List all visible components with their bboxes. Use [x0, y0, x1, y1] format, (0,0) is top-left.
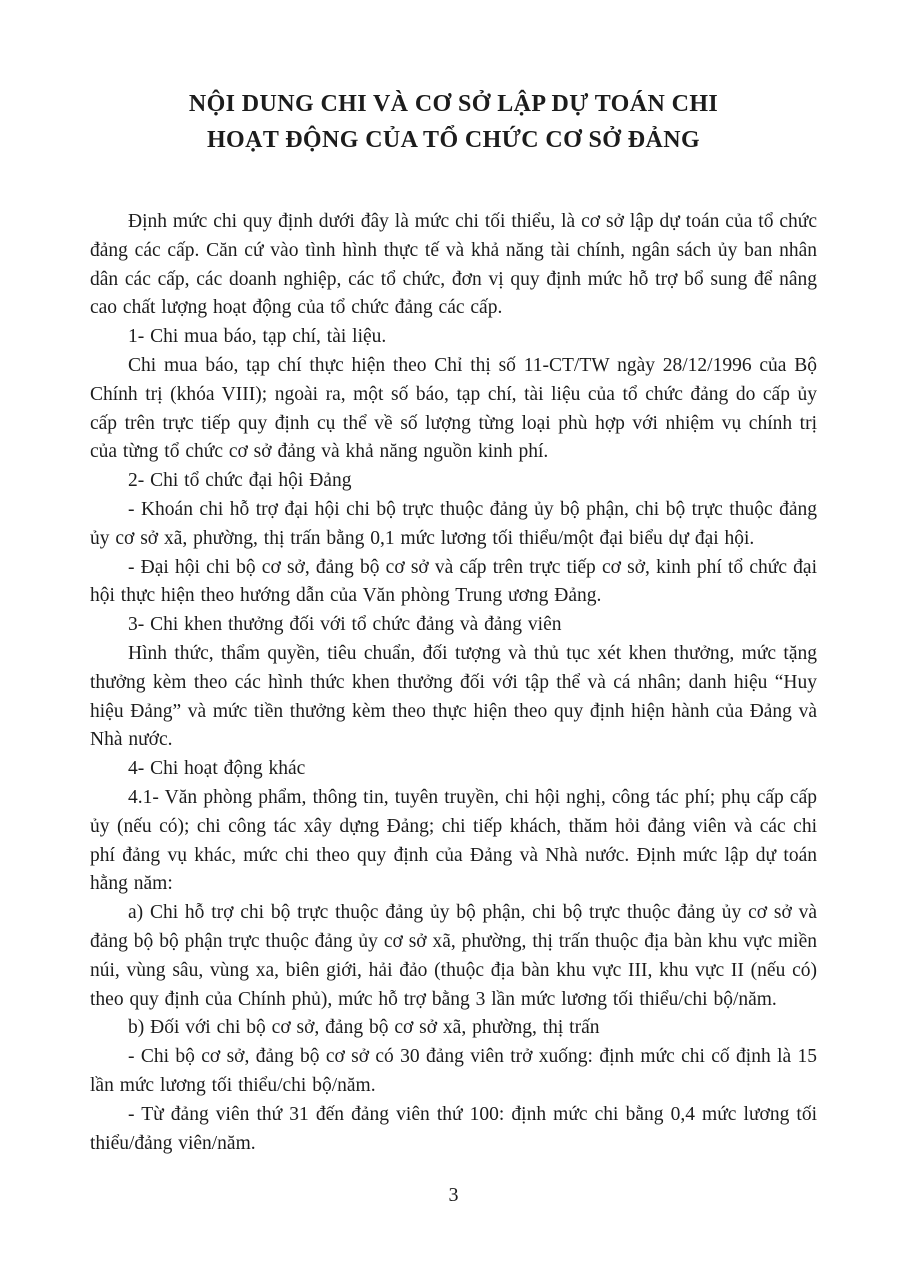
paragraph-item-4-1: 4.1- Văn phòng phẩm, thông tin, tuyên truyền, chi hội nghị, công tác phí; phụ cấp cấp ủy (nếu có); chi công tác xây dựng Đảng; chi tiếp khách, thăm hỏi đảng viên và các chi phí đảng vụ khác, mức chi theo quy định của Đảng và Nhà nước. Định mức lập dự toán hằng năm: [90, 786, 817, 895]
document-body [90, 208, 817, 1158]
paragraph-item-4-1-a: a) Chi hỗ trợ chi bộ trực thuộc đảng ủy bộ phận, chi bộ trực thuộc đảng ủy cơ sở và đảng bộ bộ phận trực thuộc đảng ủy cơ sở xã, phường, thị trấn thuộc địa bàn khu vực miền núi, vùng sâu, vùng xa, biên giới, hải đảo (thuộc địa bàn khu vực III, khu vực II (nếu có) theo quy định của Chính phủ), mức hỗ trợ bằng 3 lần mức lương tối thiểu/chi bộ/năm. [90, 902, 817, 1010]
paragraph-item-2-dash-2: - Đại hội chi bộ cơ sở, đảng bộ cơ sở và cấp trên trực tiếp cơ sở, kinh phí tổ chức đại hội thực hiện theo hướng dẫn của Văn phòng Trung ương Đảng. [90, 556, 817, 607]
paragraph-item-4-1-b: b) Đối với chi bộ cơ sở, đảng bộ cơ sở xã, phường, thị trấn [128, 1017, 600, 1039]
paragraph-item-4: 4- Chi hoạt động khác [128, 758, 306, 780]
paragraph-intro: Định mức chi quy định dưới đây là mức chi tối thiểu, là cơ sở lập dự toán của tổ chức đảng các cấp. Căn cứ vào tình hình thực tế và khả năng tài chính, ngân sách ủy ban nhân dân các cấp, các doanh nghiệp, các tổ chức, đơn vị quy định mức hỗ trợ bổ sung để nâng cao chất lượng hoạt động của tổ chức đảng các cấp. [90, 211, 817, 319]
paragraph-item-3: 3- Chi khen thưởng đối với tổ chức đảng và đảng viên [128, 614, 562, 636]
page-number: 3 [448, 1184, 459, 1207]
paragraph-item-2-dash-1: - Khoán chi hỗ trợ đại hội chi bộ trực thuộc đảng ủy bộ phận, chi bộ trực thuộc đảng ủy cơ sở xã, phường, thị trấn bằng 0,1 mức lương tối thiểu/một đại biểu dự đại hội. [90, 498, 817, 549]
document-title [90, 86, 817, 158]
paragraph-item-1-detail: Chi mua báo, tạp chí thực hiện theo Chỉ thị số 11-CT/TW ngày 28/12/1996 của Bộ Chính trị (khóa VIII); ngoài ra, một số báo, tạp chí, tài liệu của tổ chức đảng do cấp ủy cấp trên trực tiếp quy định cụ thể về số lượng từng loại phù hợp với nhiệm vụ chính trị của từng tổ chức cơ sở đảng và khả năng nguồn kinh phí. [90, 354, 817, 463]
title-line-2: HOẠT ĐỘNG CỦA TỔ CHỨC CƠ SỞ ĐẢNG [206, 127, 701, 153]
title-line-1: NỘI DUNG CHI VÀ CƠ SỞ LẬP DỰ TOÁN CHI [188, 91, 719, 117]
paragraph-item-2: 2- Chi tổ chức đại hội Đảng [128, 470, 352, 492]
paragraph-item-3-detail: Hình thức, thẩm quyền, tiêu chuẩn, đối tượng và thủ tục xét khen thưởng, mức tặng thưởng kèm theo các hình thức khen thưởng đối với tập thể và cá nhân; danh hiệu “Huy hiệu Đảng” và mức tiền thưởng kèm theo thực hiện theo quy định hiện hành của Đảng và Nhà nước. [90, 642, 817, 751]
paragraph-item-1: 1- Chi mua báo, tạp chí, tài liệu. [128, 326, 387, 348]
paragraph-item-4-1-b-dash-2: - Từ đảng viên thứ 31 đến đảng viên thứ 100: định mức chi bằng 0,4 mức lương tối thiểu/đảng viên/năm. [90, 1103, 817, 1154]
paragraph-item-4-1-b-dash-1: - Chi bộ cơ sở, đảng bộ cơ sở có 30 đảng viên trở xuống: định mức chi cố định là 15 lần mức lương tối thiểu/chi bộ/năm. [90, 1046, 817, 1096]
